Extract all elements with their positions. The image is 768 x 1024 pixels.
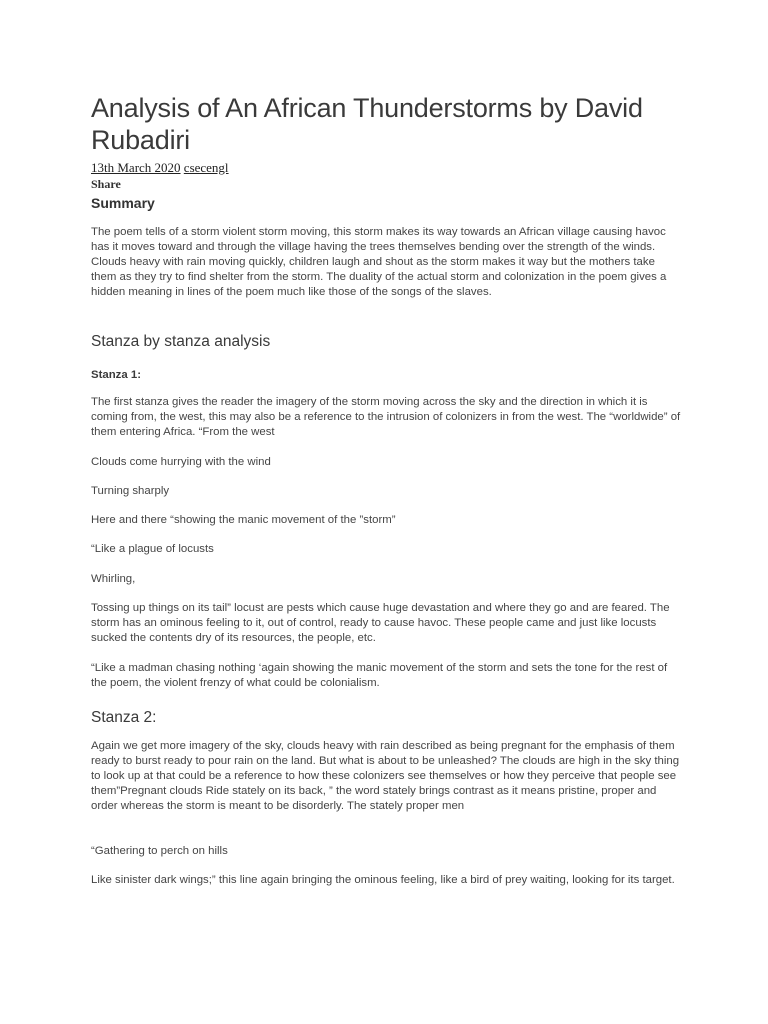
paragraph: Again we get more imagery of the sky, clouds heavy with rain described as being pregnant for the emphasis of them ready to burst ready to pour rain on the land. But what is about to be unleashed? The clouds are high in the sky thing to look up at that could be a reference to how these colonizers see themselves or how they perceive that people see them”Pregnant clouds Ride stately on its back, ” the word stately brings contrast as it means pristine, proper and order whereas the storm is meant to be disorderly. The stately proper men <box>91 740 680 812</box>
share-label[interactable]: Share <box>91 177 121 191</box>
paragraph: Tossing up things on its tail” locust are pests which cause huge devastation and where they go and are feared. The storm has an ominous feeling to it, out of control, ready to cause havoc. These people came and just like locusts sucked the contents dry of its resources, the people, etc. <box>91 602 670 644</box>
post-date-link[interactable]: 13th March 2020 <box>91 160 181 175</box>
article-meta <box>91 160 229 176</box>
author-link[interactable]: csecengl <box>183 160 229 175</box>
poem-line: Here and there “showing the manic movement of the ”storm” <box>91 514 396 526</box>
stanza-2-heading: Stanza 2: <box>91 709 157 726</box>
paragraph: The first stanza gives the reader the imagery of the storm moving across the sky and the direction in which it is coming from, the west, this may also be a reference to the intrusion of colonizers in from the west. The “worldwide” of them entering Africa. “From the west <box>91 396 681 438</box>
article-title: Analysis of An African Thunderstorms by David Rubadiri <box>91 93 643 155</box>
poem-line: Turning sharply <box>91 485 170 497</box>
analysis-heading: Stanza by stanza analysis <box>91 333 271 350</box>
poem-line: “Like a plague of locusts <box>91 543 214 555</box>
paragraph: Like sinister dark wings;” this line again bringing the ominous feeling, like a bird of prey waiting, looking for its target. <box>91 874 675 886</box>
poem-line: Whirling, <box>91 573 136 585</box>
summary-heading: Summary <box>91 195 155 211</box>
poem-line: Clouds come hurrying with the wind <box>91 456 271 468</box>
summary-paragraph: The poem tells of a storm violent storm moving, this storm makes its way towards an African village causing havoc has it moves toward and through the village having the trees themselves bending over the strength of the winds. Clouds heavy with rain moving quickly, children laugh and shout as the storm makes it way but the mothers take them as they try to find shelter from the storm. The duality of the actual storm and colonization in the poem gives a hidden meaning in lines of the poem much like those of the songs of the slaves. <box>91 226 667 298</box>
poem-line: “Gathering to perch on hills <box>91 845 228 857</box>
paragraph: “Like a madman chasing nothing ‘again showing the manic movement of the storm and sets the tone for the rest of the poem, the violent frenzy of what could be colonialism. <box>91 662 668 689</box>
stanza-1-heading: Stanza 1: <box>91 369 142 381</box>
